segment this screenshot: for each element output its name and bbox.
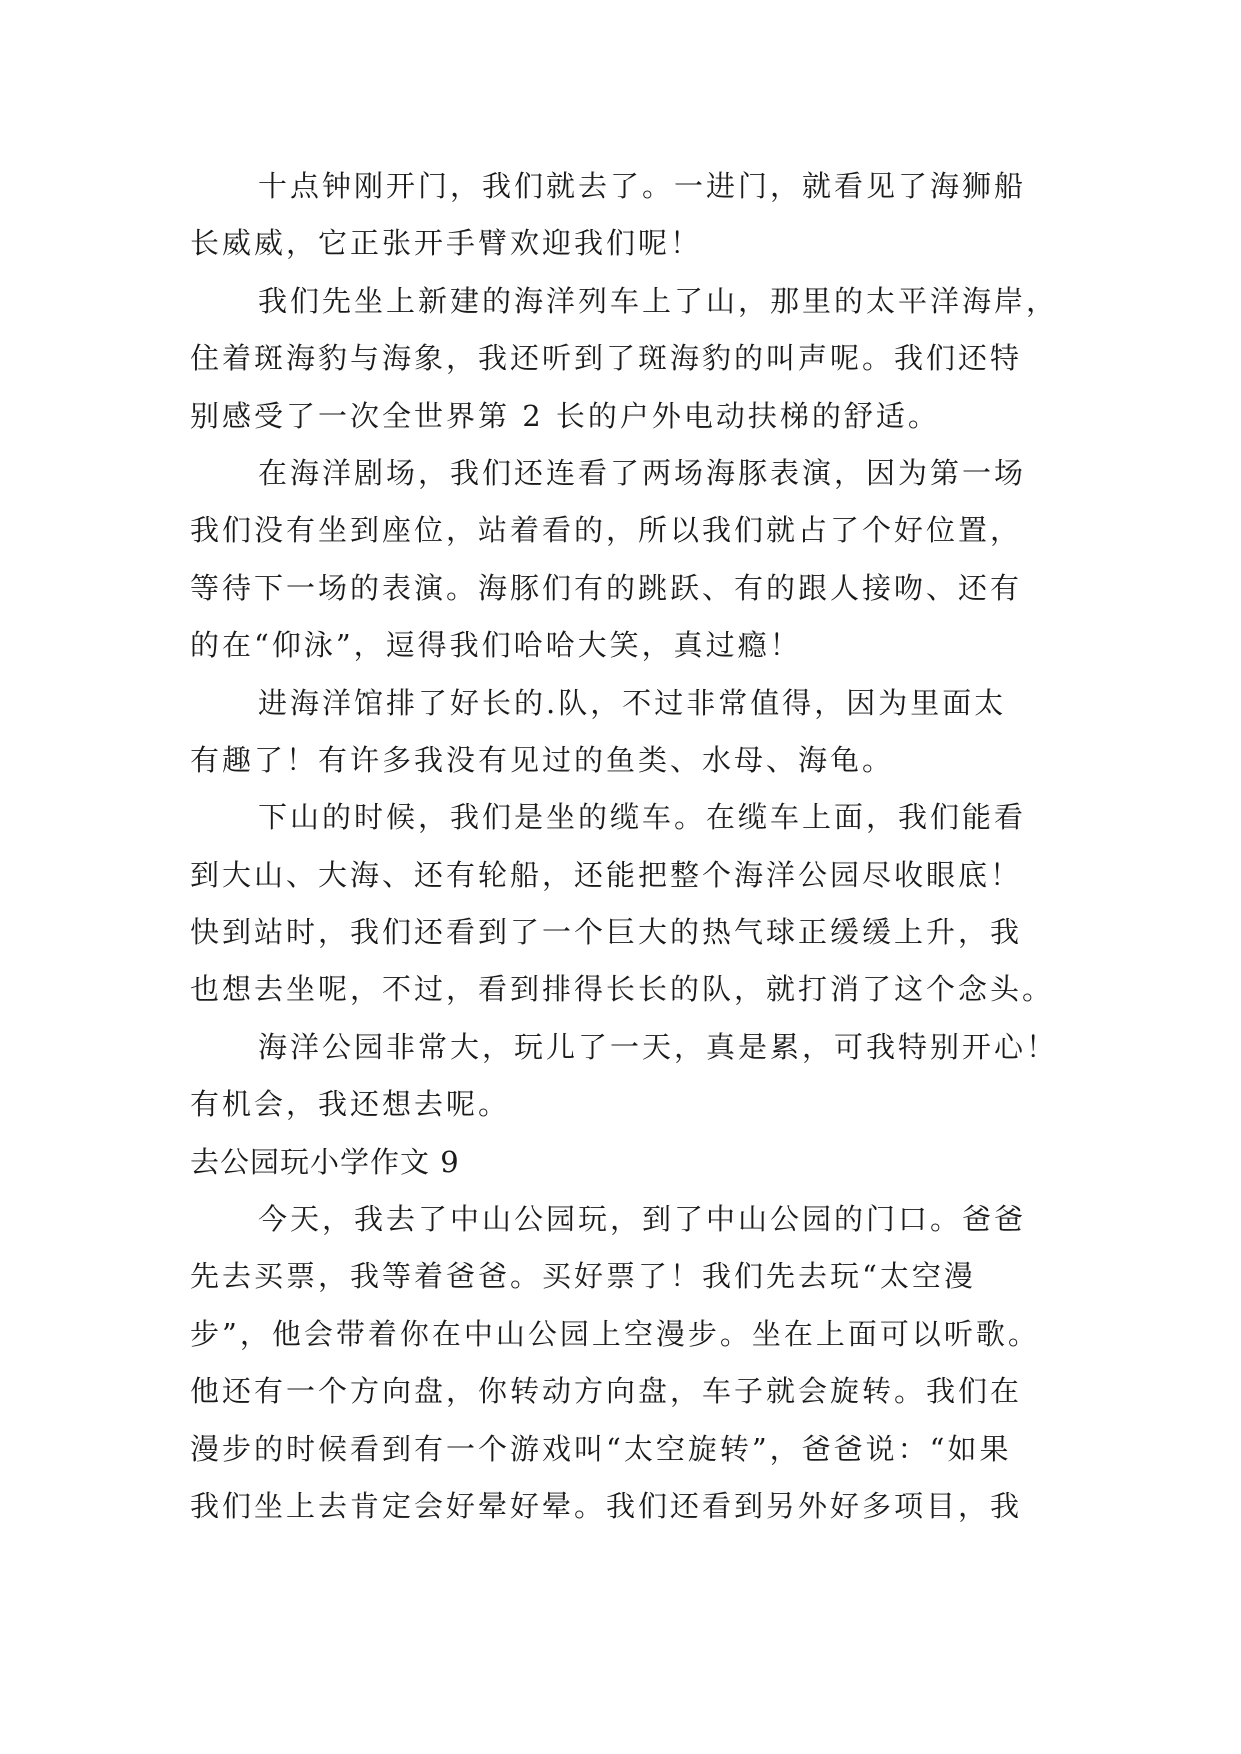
text-line: 海洋公园非常大，玩儿了一天，真是累，可我特别开心！ — [258, 1029, 1059, 1064]
text-line: 等待下一场的表演。海豚们有的跳跃、有的跟人接吻、还有 — [190, 570, 1023, 605]
document-body — [190, 158, 1060, 1535]
section-heading: 去公园玩小学作文 9 — [190, 1144, 460, 1179]
text-line: 我们先坐上新建的海洋列车上了山，那里的太平洋海岸， — [258, 283, 1059, 318]
text-line: 进海洋馆排了好长的.队，不过非常值得，因为里面太 — [258, 685, 1007, 720]
text-line: 我们坐上去肯定会好晕好晕。我们还看到另外好多项目，我 — [190, 1488, 1023, 1523]
text-line: 有机会，我还想去呢。 — [190, 1087, 511, 1122]
text-line: 有趣了！有许多我没有见过的鱼类、水母、海龟。 — [190, 742, 895, 777]
text-line: 漫步的时候看到有一个游戏叫“太空旋转”，爸爸说：“如果 — [190, 1431, 1012, 1466]
text-line: 下山的时候，我们是坐的缆车。在缆车上面，我们能看 — [258, 800, 1027, 835]
text-line: 的在“仰泳”，逗得我们哈哈大笑，真过瘾！ — [190, 628, 802, 663]
text-line: 今天，我去了中山公园玩，到了中山公园的门口。爸爸 — [258, 1202, 1027, 1237]
text-line: 我们没有坐到座位，站着看的，所以我们就占了个好位置， — [190, 513, 1023, 548]
text-line: 先去买票，我等着爸爸。买好票了！我们先去玩“太空漫 — [190, 1259, 976, 1294]
text-line: 他还有一个方向盘，你转动方向盘，车子就会旋转。我们在 — [190, 1374, 1023, 1409]
text-line: 在海洋剧场，我们还连看了两场海豚表演，因为第一场 — [258, 455, 1027, 490]
text-line: 十点钟刚开门，我们就去了。一进门，就看见了海狮船 — [258, 169, 1027, 203]
text-line: 别感受了一次全世界第 2 长的户外电动扶梯的舒适。 — [190, 398, 940, 433]
text-line: 快到站时，我们还看到了一个巨大的热气球正缓缓上升，我 — [190, 915, 1023, 950]
text-line: 步”，他会带着你在中山公园上空漫步。坐在上面可以听歌。 — [190, 1316, 1040, 1351]
text-line: 住着斑海豹与海象，我还听到了斑海豹的叫声呢。我们还特 — [190, 341, 1023, 376]
text-line: 也想去坐呢，不过，看到排得长长的队，就打消了这个念头。 — [190, 972, 1055, 1007]
text-line: 到大山、大海、还有轮船，还能把整个海洋公园尽收眼底！ — [190, 857, 1023, 892]
text-line: 长威威，它正张开手臂欢迎我们呢！ — [190, 226, 703, 261]
